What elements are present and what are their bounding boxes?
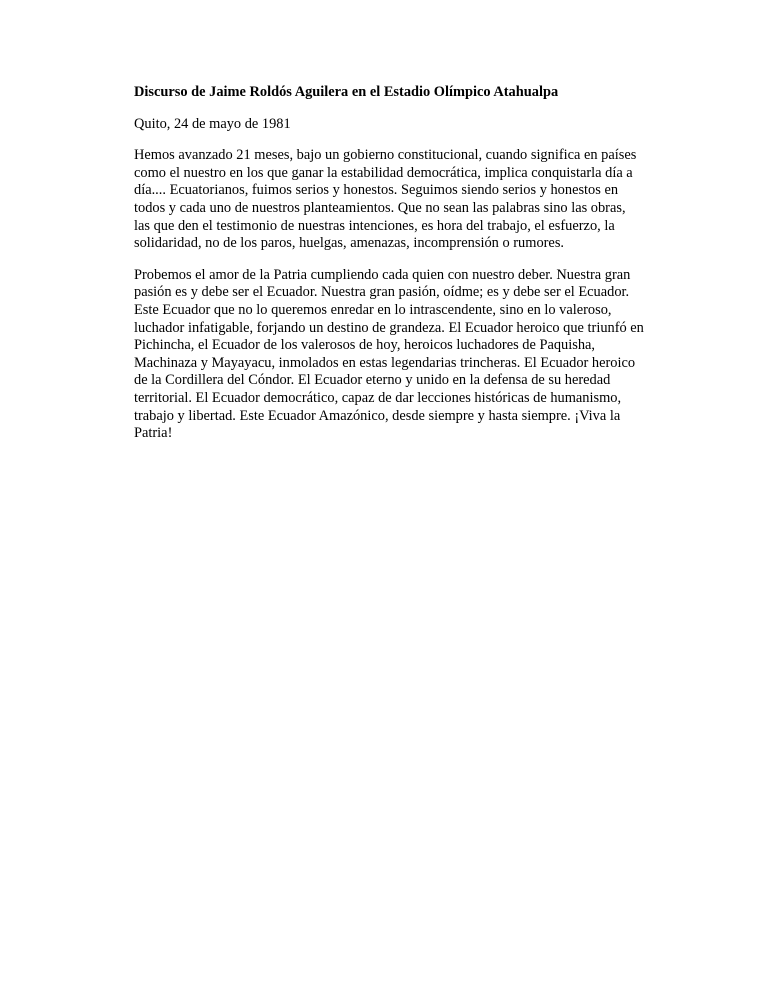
- paragraph-1: [134, 147, 644, 253]
- document-title: Discurso de Jaime Roldós Aguilera en el Estadio Olímpico Atahualpa: [134, 84, 559, 100]
- paragraph-line: Este Ecuador que no lo queremos enredar en lo intrascendente, sino en lo valeroso,: [134, 301, 612, 318]
- paragraph-line: como el nuestro en los que ganar la estabilidad democrática, implica conquistarla día a: [134, 164, 633, 181]
- paragraph-line: Patria!: [134, 425, 173, 442]
- paragraph-line: pasión es y debe ser el Ecuador. Nuestra gran pasión, oídme; es y debe ser el Ecuador.: [134, 284, 630, 301]
- paragraph-line: día.... Ecuatorianos, fuimos serios y honestos. Seguimos siendo serios y honestos en: [134, 182, 619, 199]
- paragraph-line: trabajo y libertad. Este Ecuador Amazónico, desde siempre y hasta siempre. ¡Viva la: [134, 407, 621, 424]
- paragraph-line: Machinaza y Mayayacu, inmolados en estas legendarias trincheras. El Ecuador heroico: [134, 354, 636, 371]
- paragraph-line: Hemos avanzado 21 meses, bajo un gobierno constitucional, cuando significa en países: [134, 147, 637, 164]
- paragraph-line: luchador infatigable, forjando un destino de grandeza. El Ecuador heroico que triunfó en: [134, 319, 644, 336]
- paragraph-2: [134, 267, 644, 443]
- paragraph-line: territorial. El Ecuador democrático, capaz de dar lecciones históricas de humanismo,: [134, 389, 622, 406]
- paragraph-line: solidaridad, no de los paros, huelgas, amenazas, incomprensión o rumores.: [134, 235, 565, 252]
- date-line: Quito, 24 de mayo de 1981: [134, 115, 291, 132]
- paragraph-line: de la Cordillera del Cóndor. El Ecuador eterno y unido en la defensa de su heredad: [134, 372, 611, 389]
- paragraph-line: Probemos el amor de la Patria cumpliendo cada quien con nuestro deber. Nuestra gran: [134, 266, 631, 283]
- paragraph-line: Pichincha, el Ecuador de los valerosos de hoy, heroicos luchadores de Paquisha,: [134, 337, 596, 354]
- document-page: [134, 84, 644, 457]
- paragraph-line: todos y cada uno de nuestros planteamientos. Que no sean las palabras sino las obras,: [134, 199, 626, 216]
- paragraph-line: las que den el testimonio de nuestras intenciones, es hora del trabajo, el esfuerzo, la: [134, 217, 615, 234]
